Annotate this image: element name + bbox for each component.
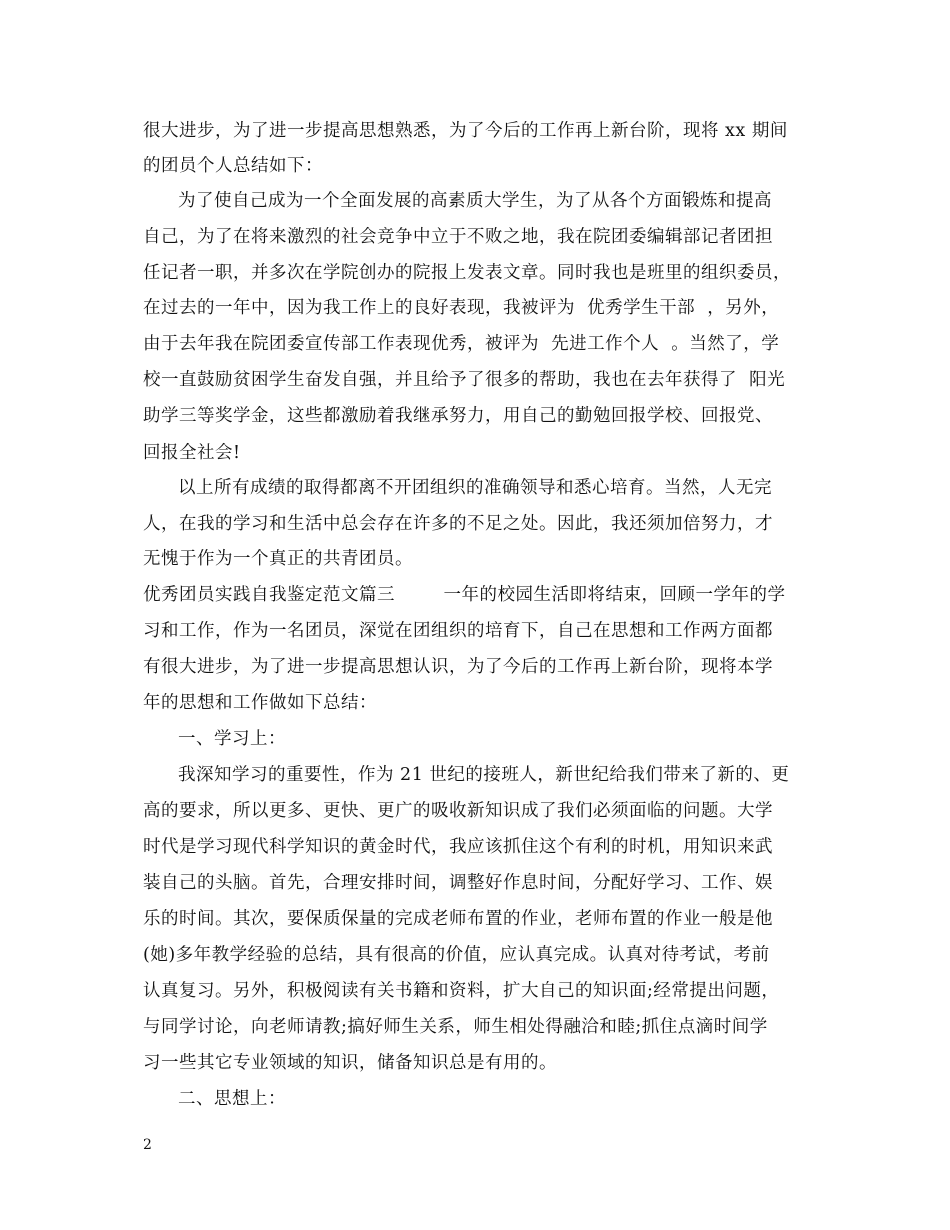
body-line-19: 我深知学习的重要性，作为 21 世纪的接班人，新世纪给我们带来了新的、更	[178, 765, 790, 785]
section-title-line: 优秀团员实践自我鉴定范文篇三 一年的校园生活即将结束，回顾一学年的学	[143, 585, 786, 605]
body-line-7: 由于去年我在院团委宣传部工作表现优秀，被评为 先进工作个人 。当然了，学	[143, 334, 780, 354]
body-line-23: 乐的时间。其次，要保质保量的完成老师布置的作业，老师布置的作业一般是他	[143, 909, 773, 929]
body-line-24: (她)多年教学经验的总结，具有很高的价值，应认真完成。认真对待考试，考前	[143, 945, 770, 965]
body-line-3: 为了使自己成为一个全面发展的高素质大学生，为了从各个方面锻炼和提高	[178, 191, 772, 211]
body-line-11: 以上所有成绩的取得都离不开团组织的准确领导和悉心培育。当然，人无完	[178, 478, 772, 498]
subheading-study: 一、学习上：	[178, 729, 286, 749]
body-line-22: 装自己的头脑。首先，合理安排时间，调整好作息时间，分配好学习、工作、娱	[143, 873, 773, 893]
body-line-8: 校一直鼓励贫困学生奋发自强，并且给予了很多的帮助，我也在去年获得了 阳光	[143, 370, 786, 390]
body-line-2: 的团员个人总结如下：	[143, 156, 323, 176]
body-line-25: 认真复习。另外，积极阅读有关书籍和资料，扩大自己的知识面;经常提出问题，	[143, 981, 780, 1001]
subheading-thought: 二、思想上：	[178, 1089, 286, 1109]
body-line-4: 自己，为了在将来激烈的社会竞争中立于不败之地，我在院团委编辑部记者团担	[143, 227, 773, 247]
body-line-16: 有很大进步，为了进一步提高思想认识，为了今后的工作再上新台阶，现将本学	[143, 657, 773, 677]
body-line-1: 很大进步，为了进一步提高思想熟悉，为了今后的工作再上新台阶，现将 xx 期间	[143, 121, 788, 141]
body-line-26: 与同学讨论，向老师请教;搞好师生关系，师生相处得融洽和睦;抓住点滴时间学	[143, 1017, 768, 1037]
body-line-10: 回报全社会!	[143, 443, 241, 463]
body-line-9: 助学三等奖学金，这些都激励着我继承努力，用自己的勤勉回报学校、回报党、	[143, 406, 773, 426]
body-line-20: 高的要求，所以更多、更快、更广的吸收新知识成了我们必须面临的问题。大学	[143, 801, 773, 821]
body-line-17: 年的思想和工作做如下总结：	[143, 693, 377, 713]
body-line-12: 人，在我的学习和生活中总会存在许多的不足之处。因此，我还须加倍努力，才	[143, 514, 773, 534]
body-line-21: 时代是学习现代科学知识的黄金时代，我应该抓住这个有利的时机，用知识来武	[143, 837, 773, 857]
body-line-5: 任记者一职，并多次在学院创办的院报上发表文章。同时我也是班里的组织委员，	[143, 263, 791, 283]
body-line-13: 无愧于作为一个真正的共青团员。	[143, 549, 413, 569]
body-line-27: 习一些其它专业领域的知识，储备知识总是有用的。	[143, 1053, 557, 1073]
body-line-6: 在过去的一年中，因为我工作上的良好表现，我被评为 优秀学生干部 ，另外，	[143, 298, 780, 318]
body-line-15: 习和工作，作为一名团员，深觉在团组织的培育下，自己在思想和工作两方面都	[143, 621, 773, 641]
page-number: 2	[143, 1137, 152, 1153]
